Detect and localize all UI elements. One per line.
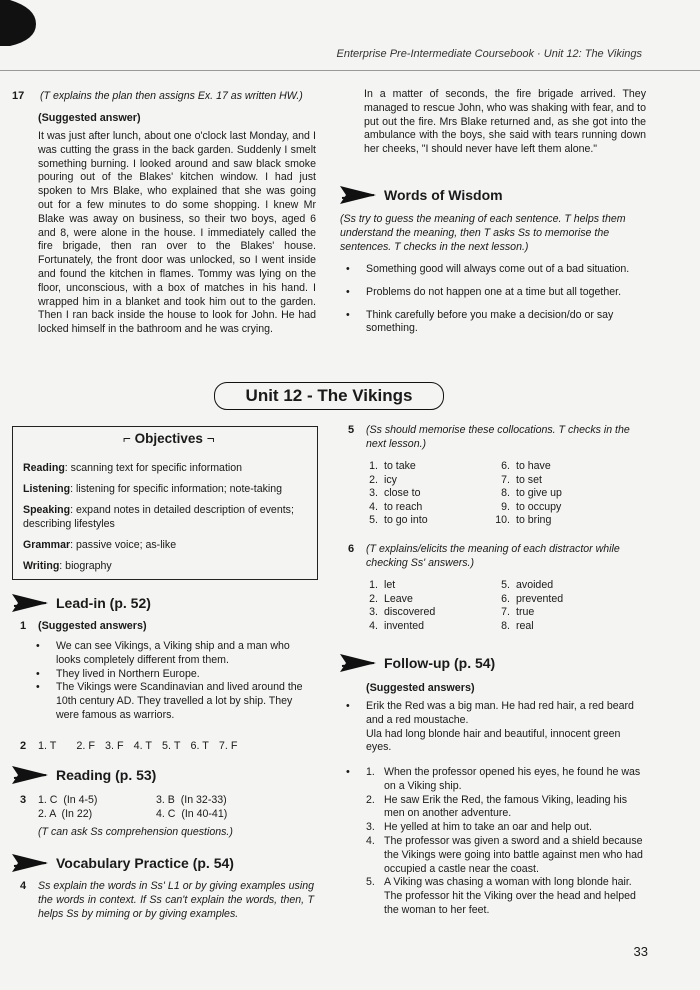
arrow-icon	[12, 852, 50, 874]
list-item: 4. The professor was given a sword and a shield because the Vikings were going into battle against men who had occupied a castle near the coast.	[366, 834, 643, 875]
page-number: 33	[633, 944, 648, 959]
objective-grammar: Grammar: passive voice; as-like	[23, 539, 177, 551]
vocabulary-title: Vocabulary Practice (p. 54)	[56, 855, 234, 871]
lead-in-heading	[12, 592, 151, 614]
exercise-6-number: 6	[348, 543, 355, 555]
words-of-wisdom-title: Words of Wisdom	[384, 187, 503, 203]
objective-writing: Writing: biography	[23, 560, 112, 572]
unit-title-banner: Unit 12 - The Vikings	[214, 382, 444, 410]
objective-listening: Listening: listening for specific information; note-taking	[23, 483, 283, 495]
lead-in-title: Lead-in (p. 52)	[56, 595, 151, 611]
lead-in-answers	[30, 640, 316, 723]
words-of-wisdom-heading	[340, 184, 503, 206]
objectives-box	[12, 426, 318, 580]
arrow-icon	[12, 592, 50, 614]
exercise-3-answers: 1. C (In 4-5) 3. B (In 32-33) 2. A (In 22) 4. C (In 40-41)	[38, 794, 228, 820]
list-item: • Erik the Red was a big man. He had red hair, a red beard and a red moustache. Ula had long blonde hair and beautiful, innocent green eyes.	[340, 700, 646, 755]
list-item: • We can see Vikings, a Viking ship and a man who looks completely different from them.	[30, 640, 316, 668]
page-tab-marker	[0, 0, 38, 48]
list-item: 5. A Viking was chasing a woman with long blonde hair. The professor hit the Viking over the head and helped the woman to her feet.	[366, 876, 636, 916]
exercise-3-number: 3	[20, 794, 27, 806]
running-header: Enterprise Pre-Intermediate Coursebook · Unit 12: The Vikings	[336, 48, 642, 60]
exercise-5-instruction: (Ss should memorise these collocations. T checks in the next lesson.)	[366, 424, 630, 450]
exercise-1-number: 1	[20, 620, 27, 632]
exercise-17-answer-continued: In a matter of seconds, the fire brigade arrived. They managed to rescue John, who was shaking with fear, and to put out the fire. Mrs Blake returned and, as she got into the ambulance with the boys, she said with tears running down her cheeks, "I should never have left them alone."	[364, 88, 646, 156]
list-item: • Think carefully before you make a decision/do or say something.	[340, 309, 646, 337]
objective-reading: Reading: scanning text for specific information	[23, 462, 243, 474]
exercise-2-answers: 1. T 2. F 3. F 4. T 5. T 6. T 7. F	[38, 740, 238, 752]
reading-note: (T can ask Ss comprehension questions.)	[38, 826, 233, 838]
list-item: • Problems do not happen one at a time but all together.	[340, 286, 646, 300]
follow-up-subhead: (Suggested answers)	[366, 682, 475, 694]
objectives-title: ⌐ Objectives ¬	[123, 431, 215, 446]
exercise-2-number: 2	[20, 740, 27, 752]
exercise-5-right-list: 6. to have 7. to set 8. to give up 9. to occupy 10. to bring	[495, 460, 562, 527]
exercise-17-instruction: (T explains the plan then assigns Ex. 17 as written HW.)	[40, 90, 303, 102]
exercise-1-subhead: (Suggested answers)	[38, 620, 147, 632]
list-item: 3. He yelled at him to take an oar and help out.	[366, 821, 592, 834]
exercise-5-number: 5	[348, 424, 355, 436]
follow-up-bullet-1	[340, 700, 646, 755]
exercise-17-answer-text: It was just after lunch, about one o'clock last Monday, and I was cutting the grass in the back garden. Suddenly I smelt something burning. I looked around and saw black smoke pouring out of the Blakes' kitchen window. I had just spoken to Mrs Blake, who explained that she was going out for a few minutes to do some shopping. I knew Mr Blake was away on business, so their two boys, aged 6 and 8, were alone in the house. I immediately called the fire brigade, then ran over to the Blakes' house. Fortunately, the front door was unlocked, so I went inside and found the kitchen in flames. Tommy was lying on the floor, unconscious, with a box of matches in his hand. I wrapped him in a blanket and took him out to the garden. Then I ran back inside the house to look for John. He had locked himself in the bathroom and he was crying.	[38, 130, 316, 336]
exercise-6-right-list: 5. avoided 6. prevented 7. true 8. real	[501, 579, 564, 632]
reading-title: Reading (p. 53)	[56, 767, 157, 783]
reading-heading	[12, 764, 156, 786]
objective-speaking: Speaking: expand notes in detailed description of events; describing lifestyles	[23, 504, 294, 530]
list-item: • The Vikings were Scandinavian and lived around the 10th century AD. They travelled a lot by ship. They were famous as warriors.	[30, 681, 316, 722]
vocabulary-heading	[12, 852, 234, 874]
exercise-6-left-list: 1. let 2. Leave 3. discovered 4. invented	[369, 579, 436, 632]
exercise-5-left-list: 1. to take 2. icy 3. close to 4. to reach 5. to go into	[369, 460, 428, 527]
exercise-17-number: 17	[12, 90, 25, 102]
header-rule	[0, 70, 700, 71]
objectives-title-text: Objectives	[134, 431, 203, 446]
arrow-icon	[340, 184, 378, 206]
exercise-6-instruction: (T explains/elicits the meaning of each distractor while checking Ss' answers.)	[366, 543, 620, 569]
list-item: 2. He saw Erik the Red, the famous Viking, leading his men on another adventure.	[366, 793, 627, 820]
exercise-4-instruction: Ss explain the words in Ss' L1 or by giving examples using the words in context. If Ss can't explain the words, then, T helps Ss by miming or by giving examples.	[38, 880, 314, 920]
follow-up-heading	[340, 652, 495, 674]
list-item: • Something good will always come out of a bad situation.	[340, 263, 646, 277]
list-item: 1. When the professor opened his eyes, he found he was on a Viking ship.	[366, 766, 641, 792]
exercise-17-subhead: (Suggested answer)	[38, 112, 141, 124]
arrow-icon	[12, 764, 50, 786]
words-of-wisdom-instruction: (Ss try to guess the meaning of each sentence. T helps them understand the meaning, then T asks Ss to memorise the sentences. T checks in the next lesson.)	[340, 213, 626, 253]
arrow-icon	[340, 652, 378, 674]
follow-up-title: Follow-up (p. 54)	[384, 655, 496, 671]
words-of-wisdom-list	[340, 263, 646, 336]
exercise-4-number: 4	[20, 880, 27, 892]
list-item: • They lived in Northern Europe.	[30, 668, 316, 682]
